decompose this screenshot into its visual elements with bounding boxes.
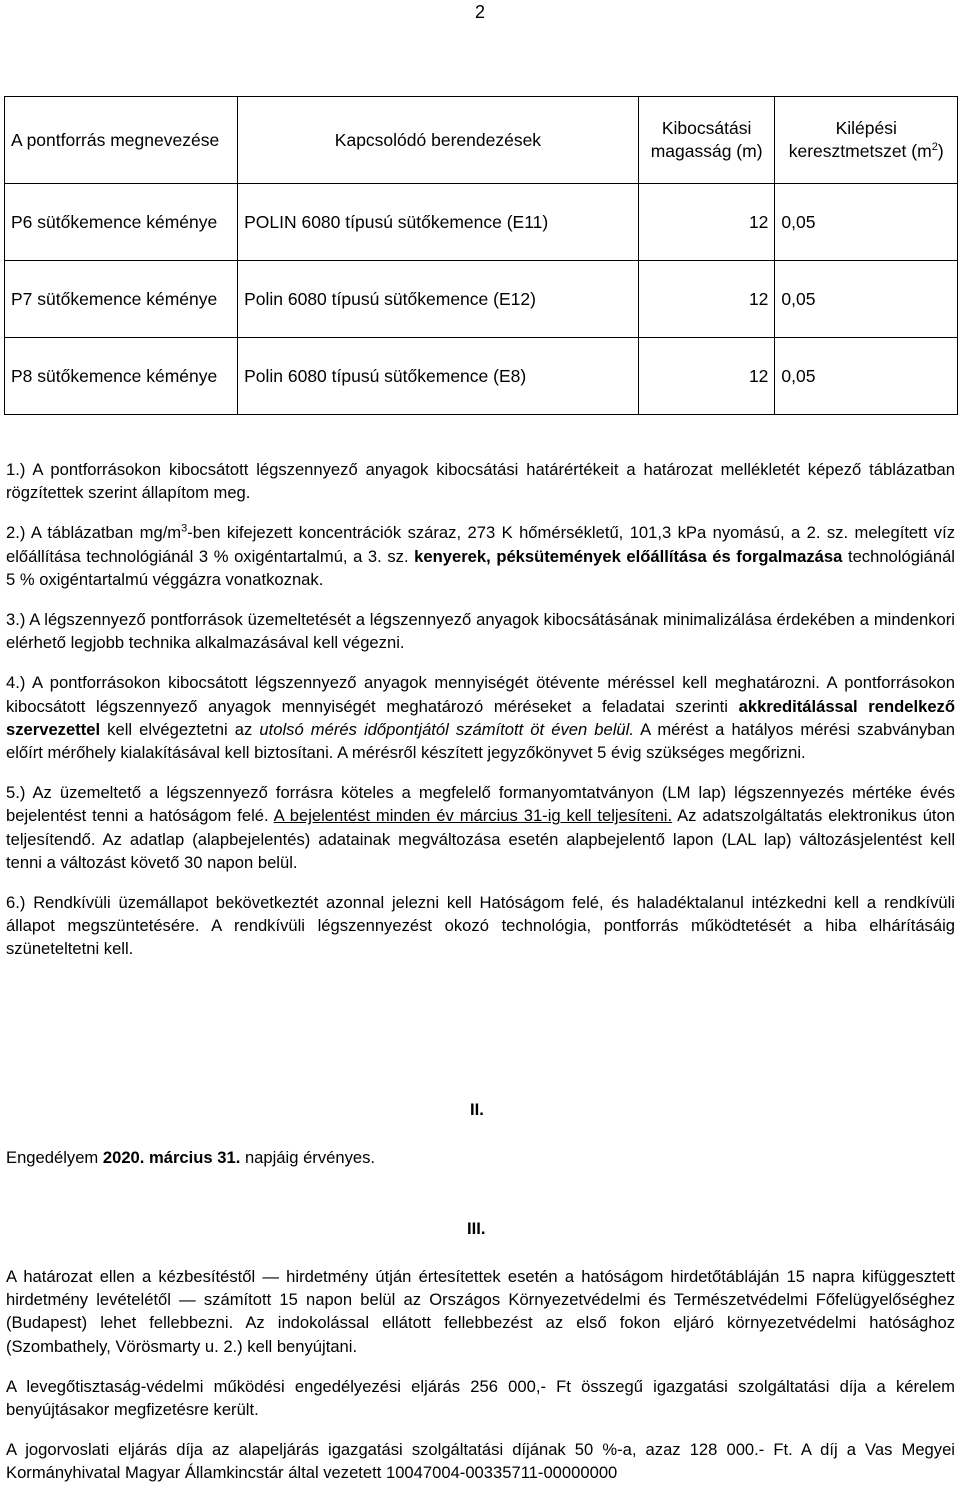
appeal-block [6,1265,955,1502]
paragraph-2-sup: 3 [181,522,188,535]
validity-text-a: Engedélyem [6,1148,103,1167]
paragraph-5-underline: A bejelentést minden év március 31-ig kell teljesíteni. [273,806,673,826]
paragraph-4-text-b: kell elvégeztetni az [100,719,260,739]
paragraph-5-text-a: 5.) Az üzemeltető a légszennyező forrásra köteles a megfelelő formanyomtatványon (LM lap) légszennyezés mértéke évés bejelentést tenni a hatóságom felé. [6,783,955,826]
cell-height: 12 [638,338,775,415]
cell-height: 12 [638,184,775,261]
table-header-row [5,97,958,184]
paragraph-2-text-c: technológiánál 5 % oxigéntartalmú véggázra vonatkoznak. [6,546,955,589]
cell-cross-section: 0,05 [775,338,958,415]
header-cross-section [775,97,958,184]
cell-height: 12 [638,261,775,338]
cell-equipment: Polin 6080 típusú sütőkemence (E8) [238,338,639,415]
paragraph-4-text-c: A mérést a hatályos mérési szabványban előírt mérőhely kialakításával kell biztosítani. A mérésről készített jegyzőkönyvet 5 évig szükséges megőrizni. [6,719,955,763]
paragraph-6: 6.) Rendkívüli üzemállapot bekövetkeztét azonnal jelezni kell Hatóságom felé, és haladéktalanul intézkedni kell a rendkívüli állapot megszüntetésére. A rendkívüli légszennyezést okozó technológia, pontforrás működtetését a hiba elhárításáig szüneteltetni kell. [6,893,955,959]
paragraph-2-bold: kenyerek, péksütemények előállítása és forgalmazása [414,546,843,566]
paragraph-2-text-a: 2.) A táblázatban mg/m [6,523,182,543]
paragraph-4-italic: utolsó mérés időpontjától számított öt éven belül. [259,719,634,739]
page-number: 2 [474,2,485,22]
emission-sources-table [4,96,958,415]
provisions-block [6,458,955,978]
header-source-name: A pontforrás megnevezése [5,97,238,184]
paragraph-5 [6,781,955,874]
section-heading-2: II. [470,1100,484,1119]
paragraph-4 [6,671,955,764]
header-cross-section-sup: 2 [931,141,938,154]
cell-cross-section: 0,05 [775,261,958,338]
cell-cross-section: 0,05 [775,184,958,261]
header-equipment: Kapcsolódó berendezések [238,97,639,184]
cell-source-name: P7 sütőkemence kéménye [5,261,238,338]
paragraph-4-text-a: 4.) A pontforrásokon kibocsátott légszennyező anyagok mennyiségét ötévente méréssel kell meghatározni. A pontforrásokon kibocsátott légszennyező anyagok mennyiségét meghatározó méréseket a feladatai szerinti [6,673,955,716]
paragraph-4-bold: akkreditálással rendelkező szervezettel [6,696,955,739]
table-row [5,184,958,261]
paragraph-2 [6,521,955,591]
paragraph-9: A jogorvoslati eljárás díja az alapeljárás igazgatási szolgáltatási díjának 50 %-a, azaz 128 000.- Ft. A díj a Vas Megyei Kormányhivatal Magyar Államkincstár által vezetett 10047004-00335711-00000000 [6,1440,955,1483]
paragraph-5-text-b: Az adatszolgáltatás elektronikus úton teljesítendő. Az adatlap (alapbejelentés) adatainak megváltozása esetén alapbejelentő lapon (LAL lap) változásjelentést kell tenni a változást követő 30 napon belül. [6,806,956,872]
validity-statement [6,1148,375,1168]
header-cross-section-text: Kilépési keresztmetszet (m [788,118,932,161]
paragraph-8: A levegőtisztaság-védelmi működési engedélyezési eljárás 256 000,- Ft összegű igazgatási szolgáltatási díja a kérelem benyújtásakor megfizetésre került. [6,1376,955,1420]
paragraph-1: 1.) A pontforrásokon kibocsátott légszennyező anyagok kibocsátási határértékeit a határozat mellékletét képező táblázatban rögzítettek szerint állapítom meg. [6,460,955,503]
header-cross-section-close: ) [937,141,944,161]
cell-equipment: POLIN 6080 típusú sütőkemence (E11) [238,184,639,261]
paragraph-7: A határozat ellen a kézbesítéstől — hirdetmény útján értesítettek esetén a hatóságom hirdetőtábláján 15 napra kifüggesztett hirdetmény levételétől — számított 15 napon belül az Országos Környezetvédelmi és Természetvédelmi Főfelügyelőséghez (Budapest) lehet fellebbezni. Az indokolással ellátott fellebbezést az első fokon eljáró környezetvédelmi hatósághoz (Szombathely, Vörösmarty u. 2.) kell benyújtani. [6,1267,955,1356]
header-height: Kibocsátási magasság (m) [638,97,775,184]
section-heading-3: III. [467,1219,486,1238]
cell-equipment: Polin 6080 típusú sütőkemence (E12) [238,261,639,338]
table-row [5,261,958,338]
cell-source-name: P8 sütőkemence kéménye [5,338,238,415]
validity-text-b: napjáig érvényes. [240,1148,376,1167]
paragraph-2-text-b: -ben kifejezett koncentrációk száraz, 273 K hőmérsékletű, 101,3 kPa nyomású, a 2. sz. melegített víz előállítása technológiánál 3 % oxigéntartalmú, a 3. sz. [6,523,955,566]
table-row [5,338,958,415]
cell-source-name: P6 sütőkemence kéménye [5,184,238,261]
paragraph-3: 3.) A légszennyező pontforrások üzemeltetését a légszennyező anyagok kibocsátásának minimalizálása érdekében a mindenkori elérhető legjobb technika alkalmazásával kell végezni. [6,610,955,653]
validity-date: 2020. március 31. [102,1148,241,1167]
